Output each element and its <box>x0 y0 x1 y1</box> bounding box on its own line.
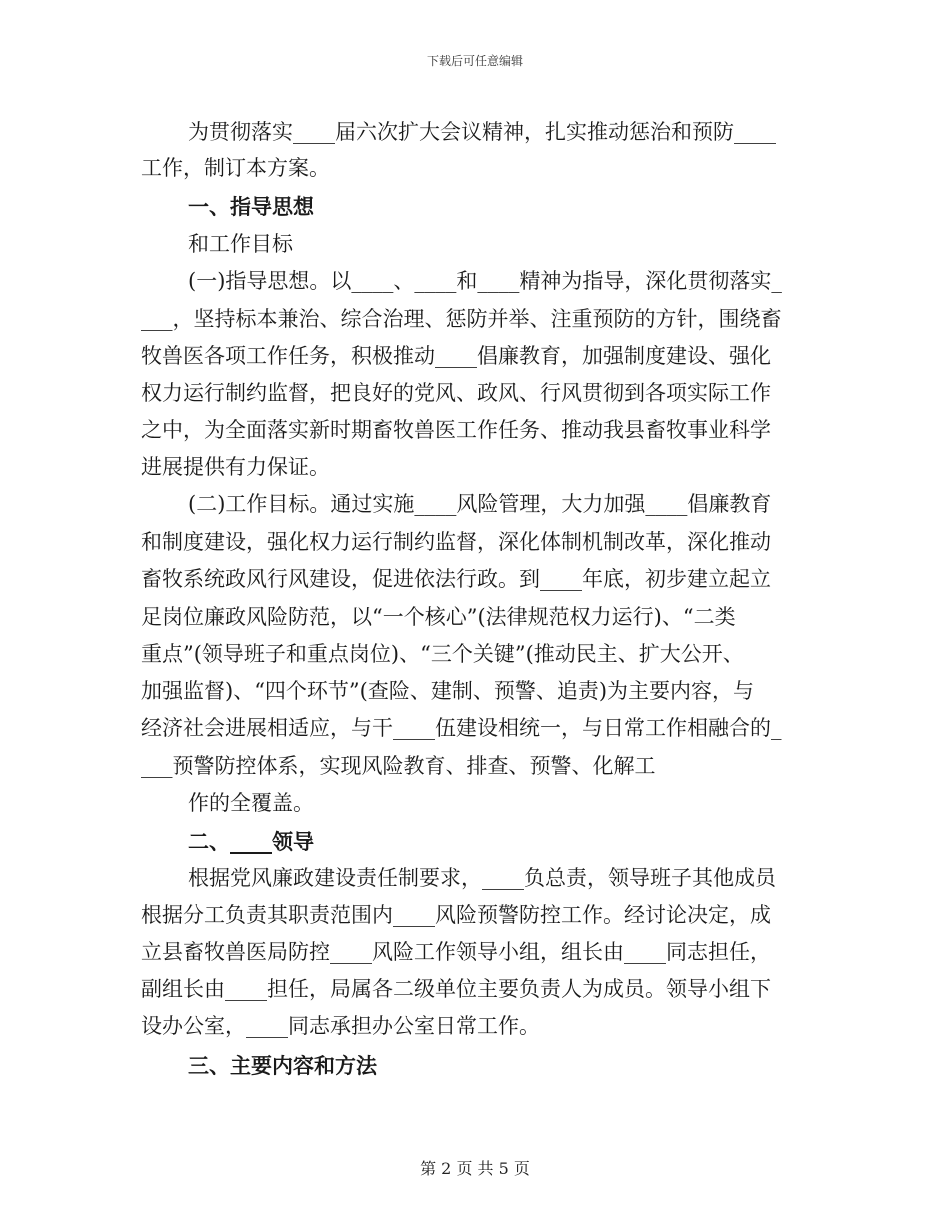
paragraph-line: 根据党风廉政建设责任制要求，____负总责，领导班子其他成员 <box>188 866 776 890</box>
paragraph-line: 副组长由____担任，局属各二级单位主要负责人为成员。领导小组下 <box>141 977 771 1001</box>
paragraph-line: 立县畜牧兽医局防控____风险工作领导小组，组长由____同志担任， <box>141 940 771 964</box>
paragraph-line: 和工作目标 <box>188 232 293 256</box>
paragraph-line: (二)工作目标。通过实施____风险管理，大力加强____倡廉教育 <box>188 492 772 516</box>
paragraph-line: ___预警防控体系，实现风险教育、排查、预警、化解工 <box>141 754 656 778</box>
paragraph-line: 之中，为全面落实新时期畜牧兽医工作任务、推动我县畜牧事业科学 <box>141 418 771 442</box>
section-heading: 一、指导思想 <box>188 194 314 219</box>
paragraph-line: 权力运行制约监督，把良好的党风、政风、行风贯彻到各项实际工作 <box>141 381 771 405</box>
section-heading: 三、主要内容和方法 <box>188 1053 377 1078</box>
section-heading: 二、____领导 <box>188 829 314 854</box>
paragraph-line: 设办公室，____同志承担办公室日常工作。 <box>141 1014 540 1038</box>
paragraph-line: 工作，制订本方案。 <box>141 156 330 180</box>
paragraph-line: 作的全覆盖。 <box>188 791 314 815</box>
paragraph-line: 畜牧系统政风行风建设，促进依法行政。到____年底，初步建立起立 <box>141 567 771 591</box>
paragraph-line: ___，坚持标本兼治、综合治理、惩防并举、注重预防的方针，围绕畜 <box>141 307 782 331</box>
paragraph-line: 足岗位廉政风险防范，以“一个核心”(法律规范权力运行)、“二类 <box>141 605 736 629</box>
paragraph-line: (一)指导思想。以____、____和____精神为指导，深化贯彻落实_ <box>188 269 782 293</box>
page-footer: 第 2 页 共 5 页 <box>420 1159 530 1178</box>
paragraph-line: 根据分工负责其职责范围内____风险预警防控工作。经讨论决定，成 <box>141 903 771 927</box>
paragraph-line: 加强监督)、“四个环节”(查险、建制、预警、追责)为主要内容，与 <box>141 679 755 703</box>
paragraph-line: 进展提供有力保证。 <box>141 455 330 479</box>
paragraph-line: 重点”(领导班子和重点岗位)、“三个关键”(推动民主、扩大公开、 <box>141 642 744 666</box>
paragraph-line: 和制度建设，强化权力运行制约监督，深化体制机制改革，深化推动 <box>141 530 771 554</box>
paragraph-line: 为贯彻落实____届六次扩大会议精神，扎实推动惩治和预防____ <box>188 120 776 144</box>
page-header: 下载后可任意编辑 <box>426 54 523 68</box>
paragraph-line: 经济社会进展相适应，与干____伍建设相统一，与日常工作相融合的_ <box>141 716 782 740</box>
paragraph-line: 牧兽医各项工作任务，积极推动____倡廉教育，加强制度建设、强化 <box>141 344 771 368</box>
